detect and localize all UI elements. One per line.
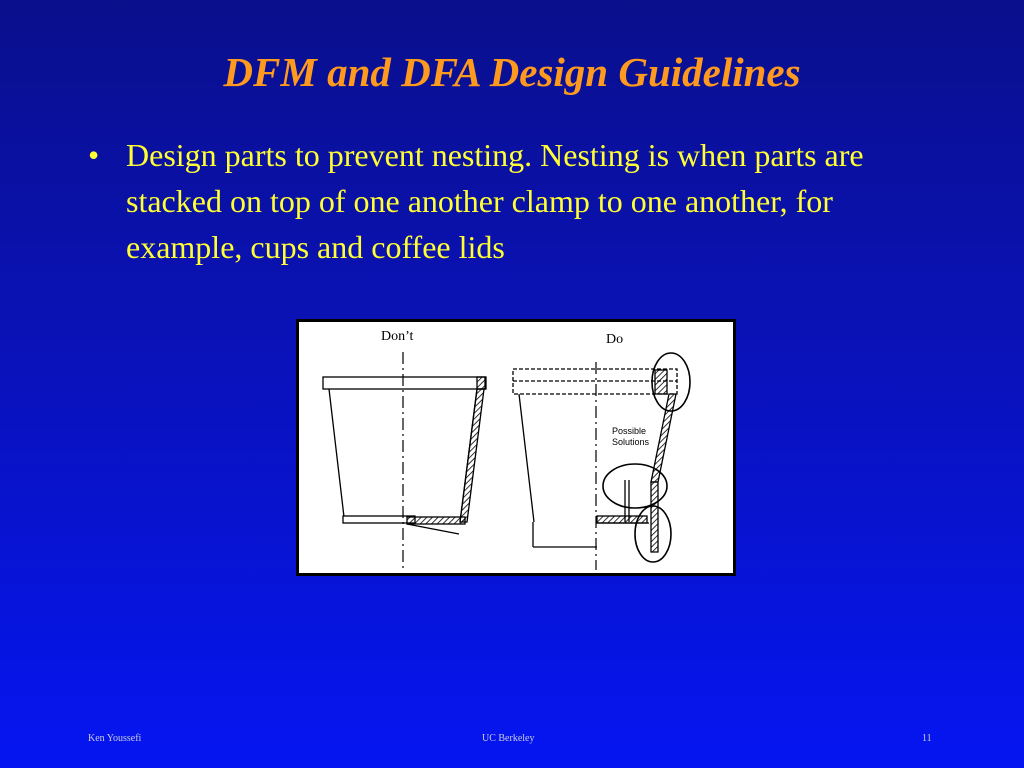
callout-text-line1: Possible: [612, 426, 647, 436]
cup-nesting-figure: [296, 319, 736, 576]
dont-label: Don’t: [381, 329, 414, 344]
do-cup: [513, 362, 677, 570]
callout-text-line2: Solutions: [612, 437, 650, 447]
bullet-text: Design parts to prevent nesting. Nesting is when parts are stacked on top of one another clamp to one another, for example, cups and coffee lids: [126, 137, 864, 265]
footer-author: Ken Youssefi: [88, 733, 142, 744]
bullet-item: [88, 132, 928, 270]
slide-title: DFM and DFA Design Guidelines: [223, 49, 801, 95]
cup-diagram: [299, 322, 733, 573]
footer-institution: UC Berkeley: [482, 733, 535, 744]
do-label: Do: [606, 332, 624, 347]
bullet-icon: •: [88, 137, 100, 173]
dont-cup: [323, 352, 486, 570]
bullet-list: [88, 132, 928, 270]
page-number: 11: [922, 733, 932, 744]
